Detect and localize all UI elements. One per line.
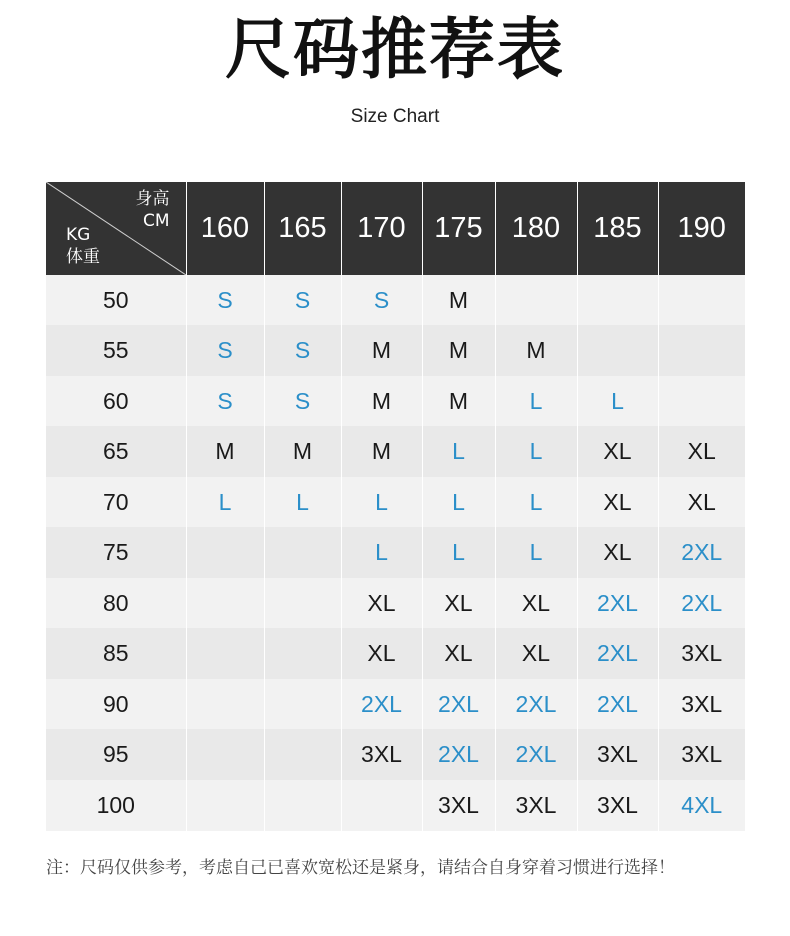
size-cell: XL — [577, 527, 658, 578]
size-cell: XL — [341, 628, 422, 679]
height-axis-label: 身高 CM — [135, 189, 170, 231]
table-row — [46, 477, 745, 527]
size-cell: S — [264, 325, 341, 376]
size-cell: M — [341, 426, 422, 477]
size-cell — [264, 527, 341, 578]
size-cell: L — [264, 477, 341, 527]
size-cell — [658, 376, 745, 426]
size-table-body — [46, 275, 745, 831]
size-cell: 3XL — [577, 780, 658, 831]
size-cell — [577, 325, 658, 376]
size-cell: S — [341, 275, 422, 325]
size-cell: 3XL — [577, 729, 658, 780]
height-header-cell: 170 — [341, 182, 422, 275]
size-cell — [264, 628, 341, 679]
table-row — [46, 729, 745, 780]
size-cell: M — [422, 275, 495, 325]
size-cell: 4XL — [658, 780, 745, 831]
size-cell: 3XL — [341, 729, 422, 780]
size-cell: XL — [341, 578, 422, 628]
table-row — [46, 325, 745, 376]
size-cell — [658, 275, 745, 325]
size-cell: S — [186, 376, 264, 426]
size-cell: 3XL — [658, 729, 745, 780]
page-title: 尺码推荐表 — [225, 11, 565, 88]
size-cell: M — [341, 325, 422, 376]
size-cell — [495, 275, 577, 325]
height-header-cell: 175 — [422, 182, 495, 275]
size-cell: M — [422, 376, 495, 426]
size-cell: 2XL — [577, 578, 658, 628]
size-cell: 3XL — [495, 780, 577, 831]
size-cell: L — [341, 527, 422, 578]
weight-axis-label: KG 体重 — [66, 225, 100, 267]
table-row — [46, 780, 745, 831]
weight-cell: 50 — [46, 275, 186, 325]
size-cell — [186, 780, 264, 831]
size-cell — [264, 578, 341, 628]
size-cell — [186, 628, 264, 679]
size-cell: L — [495, 527, 577, 578]
size-cell: 2XL — [422, 679, 495, 729]
size-cell — [186, 679, 264, 729]
size-cell: M — [341, 376, 422, 426]
weight-cell: 90 — [46, 679, 186, 729]
table-row — [46, 628, 745, 679]
size-cell — [341, 780, 422, 831]
corner-header-cell — [46, 182, 186, 275]
size-cell: L — [422, 527, 495, 578]
height-header-cell: 160 — [186, 182, 264, 275]
size-cell — [186, 527, 264, 578]
size-cell: M — [186, 426, 264, 477]
size-cell: M — [422, 325, 495, 376]
size-cell: L — [341, 477, 422, 527]
size-cell: S — [264, 376, 341, 426]
size-cell — [577, 275, 658, 325]
size-cell: XL — [422, 578, 495, 628]
page-subtitle: Size Chart — [350, 106, 440, 127]
table-row — [46, 527, 745, 578]
size-cell: S — [264, 275, 341, 325]
weight-cell: 55 — [46, 325, 186, 376]
size-cell: 2XL — [658, 527, 745, 578]
size-cell: L — [495, 426, 577, 477]
size-cell — [658, 325, 745, 376]
table-row — [46, 679, 745, 729]
height-header-cell: 190 — [658, 182, 745, 275]
size-cell: 2XL — [341, 679, 422, 729]
height-header-cell: 165 — [264, 182, 341, 275]
size-cell: 2XL — [577, 679, 658, 729]
size-cell: L — [186, 477, 264, 527]
weight-cell: 85 — [46, 628, 186, 679]
height-header-cell: 180 — [495, 182, 577, 275]
weight-cell: 100 — [46, 780, 186, 831]
size-cell: S — [186, 325, 264, 376]
size-cell: XL — [577, 477, 658, 527]
size-cell: XL — [658, 477, 745, 527]
size-cell — [186, 729, 264, 780]
size-cell — [264, 679, 341, 729]
table-row — [46, 275, 745, 325]
size-cell: 2XL — [495, 679, 577, 729]
table-row — [46, 376, 745, 426]
size-cell: 2XL — [577, 628, 658, 679]
size-cell: XL — [495, 578, 577, 628]
size-cell: L — [422, 426, 495, 477]
size-cell: XL — [495, 628, 577, 679]
size-cell: M — [264, 426, 341, 477]
header-row — [46, 182, 745, 275]
size-cell: 3XL — [658, 628, 745, 679]
size-cell: L — [577, 376, 658, 426]
weight-cell: 80 — [46, 578, 186, 628]
size-cell — [264, 780, 341, 831]
size-cell: L — [495, 477, 577, 527]
weight-cell: 95 — [46, 729, 186, 780]
weight-cell: 60 — [46, 376, 186, 426]
size-cell: M — [495, 325, 577, 376]
size-cell: 2XL — [658, 578, 745, 628]
weight-cell: 75 — [46, 527, 186, 578]
size-cell: 3XL — [422, 780, 495, 831]
size-note: 注：尺码仅供参考，考虑自己已喜欢宽松还是紧身，请结合自身穿着习惯进行选择！ — [46, 858, 675, 878]
size-cell — [186, 578, 264, 628]
size-cell: 3XL — [658, 679, 745, 729]
size-cell: XL — [658, 426, 745, 477]
weight-cell: 70 — [46, 477, 186, 527]
table-row — [46, 426, 745, 477]
size-cell: XL — [422, 628, 495, 679]
size-cell: L — [422, 477, 495, 527]
size-cell: L — [495, 376, 577, 426]
size-cell: XL — [577, 426, 658, 477]
size-cell: S — [186, 275, 264, 325]
weight-cell: 65 — [46, 426, 186, 477]
table-row — [46, 578, 745, 628]
size-cell: 2XL — [422, 729, 495, 780]
size-chart-table — [46, 182, 745, 831]
height-header-cell: 185 — [577, 182, 658, 275]
size-cell: 2XL — [495, 729, 577, 780]
size-cell — [264, 729, 341, 780]
